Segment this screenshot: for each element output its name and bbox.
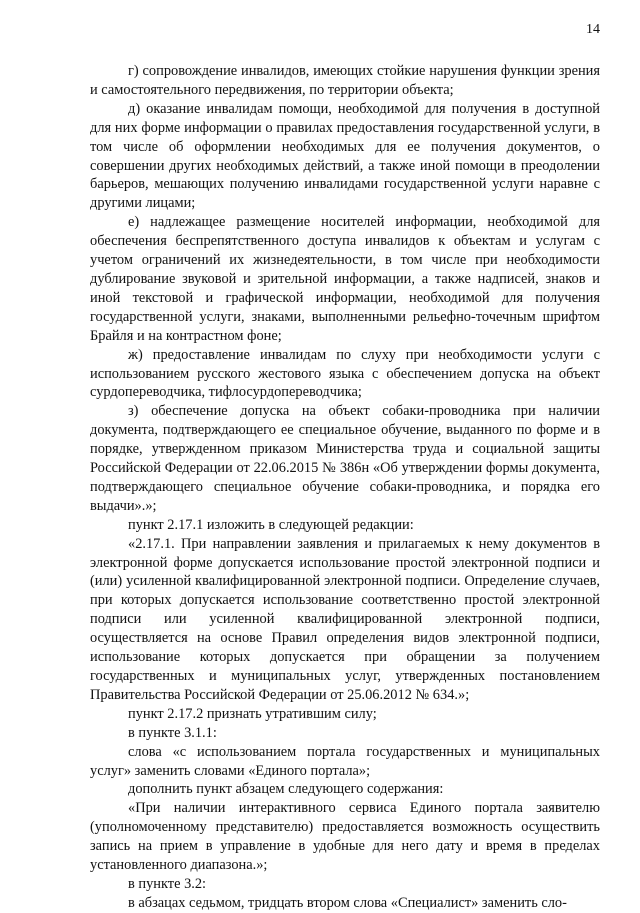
paragraph-3-1-1-words: слова «с использованием портала государственных и муниципальных услуг» заменить словами «Единого портала»; [90,743,600,779]
paragraph-g: г) сопровождение инвалидов, имеющих стойкие нарушения функции зрения и самостоятельного передвижения, по территории объекта; [90,63,600,98]
paragraph-3-2-intro: в пункте 3.2: [128,875,207,892]
paragraph-3-1-1-quote: «При наличии интерактивного сервиса Единого портала заявителю (уполномоченному представителю) предоставляется возможность осуществить запись на прием в управление в удобные для него дату и время в пределах установленного диапазона.»; [90,800,600,874]
paragraph-d: д) оказание инвалидам помощи, необходимой для получения в доступной для них форме информации о правилах предоставления государственной услуги, в том числе об оформлении необходимых для ее получения документов, о совершении других необходимых действий, а также иной помощи в преодолении барьеров, мешающих получению инвалидами государственной услуги наравне с другими лицами; [90,100,600,212]
paragraph-e: е) надлежащее размещение носителей информации, необходимой для обеспечения беспрепятственного доступа инвалидов к объектам и услугам с учетом ограничений их жизнедеятельности, в том числе при необходимости дублирование звуковой и зрительной информации, а также надписей, знаков и иной текстовой и графической информации, необходимой для получения государственной услуги, знаками, выполненными рельефно-точечным шрифтом Брайля и на контрастном фоне; [90,214,600,344]
page-number: 14 [586,22,600,37]
paragraph-3-2-text: в абзацах седьмом, тридцать втором слова «Специалист» заменить сло- [128,894,567,911]
paragraph-z: з) обеспечение допуска на объект собаки-проводника при наличии документа, подтверждающего ее специальное обучение, выданного по форме и в порядке, утвержденном приказом Министерства труда и социальной защиты Российской Федерации от 22.06.2015 № 386н «Об утверждении формы документа, подтверждающего специальное обучение собаки-проводника, и порядка его выдачи».»; [90,403,600,514]
paragraph-2-17-1-text: «2.17.1. При направлении заявления и прилагаемых к нему документов в электронной форме допускается использование простой электронной подписи и (или) усиленной квалифицированной электронной подписи. Определение случаев, при которых допускается использование соответственно простой электронной подписи или усиленной квалифицированной электронной подписи, осуществляется на основе Правил определения видов электронной подписи, использование которых допускается при обращении за получением государственных и муниципальных услуг, утвержденных постановлением Правительства Российской Федерации от 25.06.2012 № 634.»; [90,535,600,703]
paragraph-3-1-1-add: дополнить пункт абзацем следующего содержания: [128,781,444,798]
paragraph-2-17-1-intro: пункт 2.17.1 изложить в следующей редакции: [128,516,414,533]
document-body [90,62,600,913]
paragraph-2-17-2: пункт 2.17.2 признать утратившим силу; [128,705,377,722]
paragraph-zh: ж) предоставление инвалидам по слуху при необходимости услуги с использованием русского жестового языка с обеспечением допуска на объект сурдопереводчика, тифлосурдопереводчика; [90,346,600,401]
paragraph-3-1-1-intro: в пункте 3.1.1: [128,724,217,741]
